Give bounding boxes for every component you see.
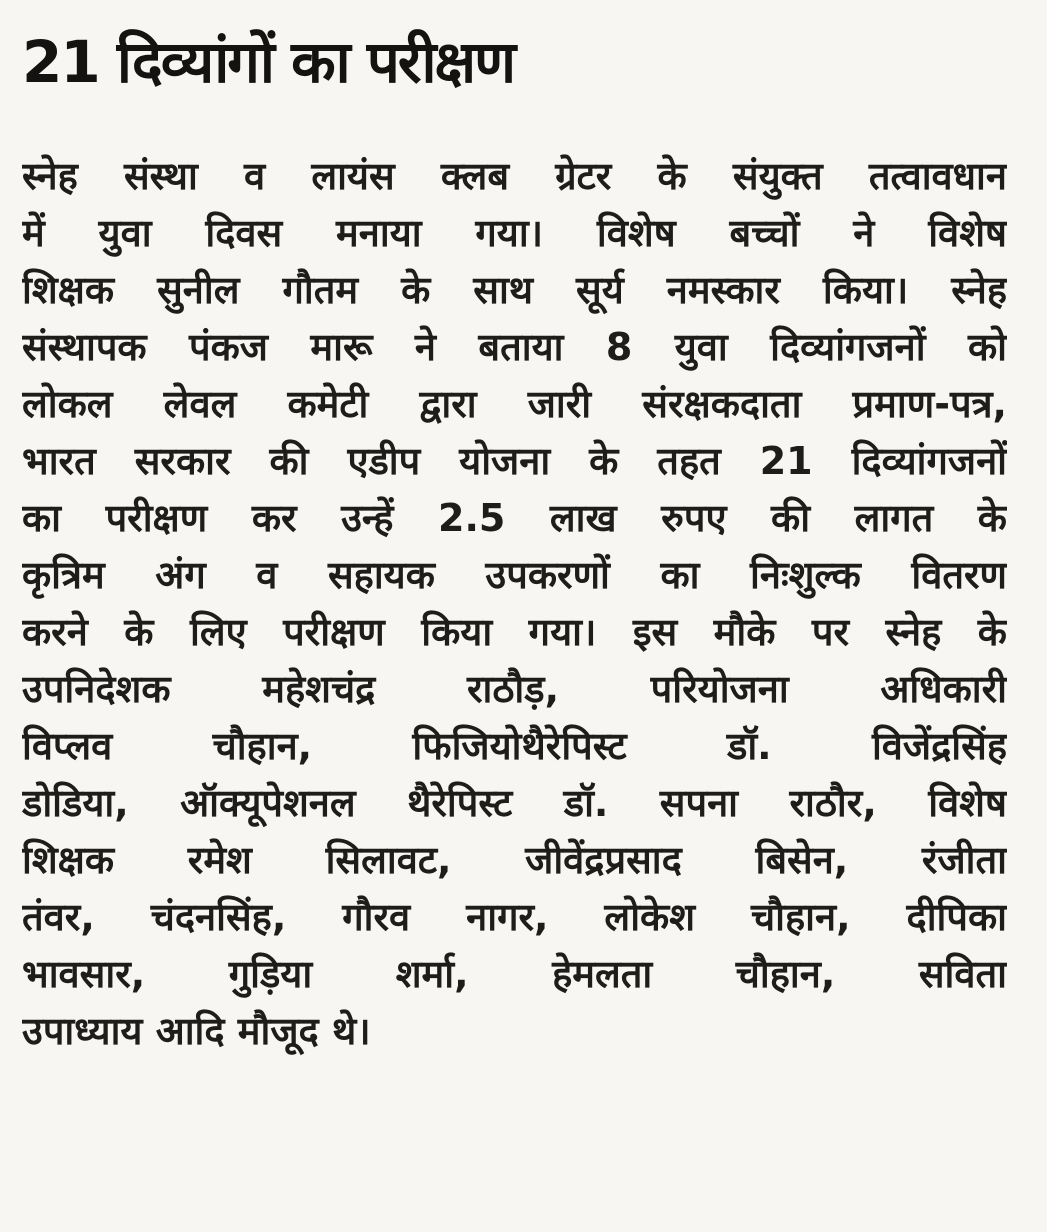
article-line: का परीक्षण कर उन्हें 2.5 लाख रुपए की लागत के <box>22 496 1007 540</box>
article-line: उपाध्याय आदि मौजूद थे। <box>22 1009 371 1053</box>
article-line: लोकल लेवल कमेटी द्वारा जारी संरक्षकदाता प्रमाण-पत्र, <box>22 382 1007 426</box>
article-headline: 21 दिव्यांगों का परीक्षण <box>22 28 515 96</box>
article-line: भावसार, गुड़िया शर्मा, हेमलता चौहान, सविता <box>22 952 1007 996</box>
article-line: तंवर, चंदनसिंह, गौरव नागर, लोकेश चौहान, दीपिका <box>22 895 1007 939</box>
article-line: संस्थापक पंकज मारू ने बताया 8 युवा दिव्यांगजनों को <box>22 325 1007 369</box>
article-line: विप्लव चौहान, फिजियोथैरेपिस्ट डॉ. विजेंद्रसिंह <box>22 724 1007 768</box>
article-line: उपनिदेशक महेशचंद्र राठौड़, परियोजना अधिकारी <box>22 667 1007 711</box>
article-line: शिक्षक रमेश सिलावट, जीवेंद्रप्रसाद बिसेन, रंजीता <box>22 838 1007 882</box>
article-line: में युवा दिवस मनाया गया। विशेष बच्चों ने विशेष <box>22 211 1007 255</box>
article-body <box>22 148 1007 1060</box>
article-line: करने के लिए परीक्षण किया गया। इस मौके पर स्नेह के <box>22 610 1007 654</box>
article-line: भारत सरकार की एडीप योजना के तहत 21 दिव्यांगजनों <box>22 439 1007 483</box>
article-line: कृत्रिम अंग व सहायक उपकरणों का निःशुल्क वितरण <box>22 553 1007 597</box>
article-line: शिक्षक सुनील गौतम के साथ सूर्य नमस्कार किया। स्नेह <box>22 268 1007 312</box>
article-line: स्नेह संस्था व लायंस क्लब ग्रेटर के संयुक्त तत्वावधान <box>22 154 1007 198</box>
article-line: डोडिया, ऑक्यूपेशनल थैरेपिस्ट डॉ. सपना राठौर, विशेष <box>22 781 1007 825</box>
